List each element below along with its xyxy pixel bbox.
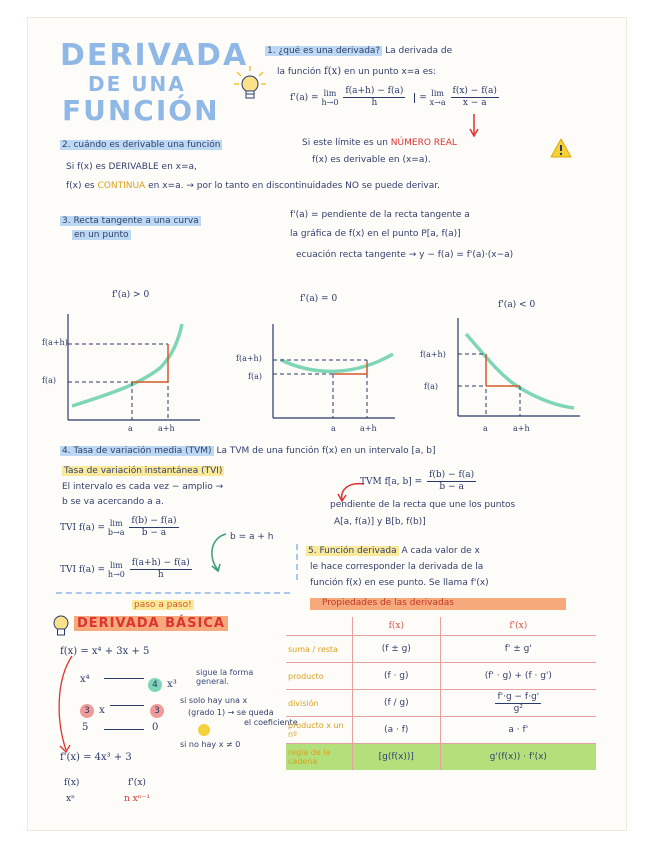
basic-heading: DERIVADA BÁSICA [74,616,228,631]
graph2-label: f'(a) = 0 [300,294,338,304]
prop-df-2-num: f'·g − f·g' [497,691,540,702]
title-line3: FUNCIÓN [62,94,220,127]
col-f-header: f(x) [353,617,441,636]
section2-text4a: f(x) es [66,181,95,191]
row3-left: 5 [82,722,89,733]
section5-bracket [296,544,298,580]
prop-df-2-den: g² [513,703,523,714]
prop-df-1: (f' · g) + (f · g') [440,663,596,690]
tvm-den: b − a [439,482,464,492]
prop-f-3: (a · f) [353,717,441,744]
dashed-divider [56,592,290,594]
row1-arrow [104,678,144,679]
section2-text4b: en x=a. [148,181,184,191]
row1-left: x⁴ [80,674,90,685]
graph3-label: f'(a) < 0 [498,300,536,310]
row3-arrow [104,729,144,730]
slope-text2: A[a, f(a)] y B[b, f(b)] [334,517,426,527]
row2-right: 3 [150,704,164,718]
tvi-den: b − a [141,528,167,538]
section2-text5: por lo tanto en discontinuidades NO se puede derivar. [196,181,441,191]
tvi-lim-sub: b→a [107,527,125,537]
gen-xn: xⁿ [66,794,75,804]
arrow-down-icon [468,114,480,138]
graph-stationary [245,320,405,430]
section2-continua: CONTINUA [97,181,146,191]
section2-heading: 2. cuándo es derivable una función [62,140,221,150]
tvi2-lhs: TVI f(a) = [60,565,106,575]
section4-text1: La TVM de una función f(x) en un intervalo [216,446,409,456]
section3-heading1: 3. Recta tangente a una curva [62,216,199,226]
gen-dfx: f'(x) [128,778,146,788]
prop-name-1: producto [286,663,353,690]
prop-name-2: división [286,690,353,717]
curved-arrow-green-icon [204,524,230,574]
section2-text3: Si f(x) es DERIVABLE en x=a, [66,162,197,172]
lim-sub: h→0 [321,97,339,107]
tvi-lim: lim [109,518,123,528]
row3-note: si no hay x ≠ 0 [180,740,241,749]
tvi2-lim: lim [110,560,123,570]
section1-text2: la función [277,67,322,77]
graph-increasing [40,310,210,440]
basic-fx: f(x) = x⁴ + 3x + 5 [60,646,150,657]
tvi-lhs: TVI f(a) = [60,523,106,533]
numerator-2: f(x) − f(a) [452,86,497,96]
graph1-label: f'(a) > 0 [112,290,150,300]
graph3-xlab2: a+h [513,424,530,433]
tvi-heading: Tasa de variación instantánea (TVI) [64,466,223,476]
slope-text1: pendiente de la recta que une los puntos [330,500,516,510]
row2-coef: 3 [80,704,94,718]
graph-decreasing [440,314,590,428]
lightbulb-icon [232,64,268,104]
graph1-ylab-top: f(a+h) [42,338,68,347]
derivative-definition [290,86,501,109]
gen-fx: f(x) [64,778,80,788]
b-equals: b = a + h [230,532,274,542]
lightbulb-icon-2 [50,612,72,638]
lim-label-2: lim [431,88,444,98]
prop-df-4: g'(f(x)) · f'(x) [440,744,596,771]
row2-note1: si solo hay una x [180,696,248,705]
prop-name-3: producto x un nº [286,717,353,744]
section5-text1: A cada valor de x [401,546,480,556]
graph1-ylab-bot: f(a) [42,376,56,385]
row2-note2: (grado 1) → se queda [188,708,274,717]
graph3-ylab-top: f(a+h) [420,350,446,359]
pasoapaso: paso a paso! [134,600,192,610]
section3-text3: ecuación recta tangente → [296,250,417,260]
warning-icon [550,138,572,158]
section1-text3: en un punto [344,67,399,77]
corner-cell [286,617,353,636]
prop-name-0: suma / resta [286,636,353,663]
section2-text1: Si este límite es un [302,138,388,148]
section2-text2: f(x) es derivable en (x=a). [312,155,431,165]
graph1-xlab1: a [128,424,133,433]
denominator-2: x − a [462,98,487,108]
prop-df-3: a · f' [440,717,596,744]
prop-name-4: regla de la cadena [286,744,353,771]
section3-text2: la gráfica de f(x) en el punto P[a, f(a)] [290,229,461,239]
tvm-lhs: TVM f[a, b] = [360,477,423,487]
graph2-ylab-top: f(a+h) [236,354,262,363]
tvi-num: f(b) − f(a) [131,516,177,526]
section5-text3: función f(x) en ese punto. Se llama f'(x) [310,578,489,588]
yellow-dot [198,724,210,736]
col-df-header: f'(x) [440,617,596,636]
section3-eq: y − f(a) = f'(a)·(x−a) [419,250,514,260]
tvi-text1: El intervalo es cada vez − amplio → [62,482,224,492]
graph3-xlab1: a [483,424,488,433]
row1-right: x³ [167,679,177,690]
graph1-xlab2: a+h [158,424,175,433]
prop-f-4: [g(f(x))] [353,744,441,771]
section5-heading: 5. Función derivada [308,546,397,556]
section4-interval: [a, b] [411,446,436,456]
prop-df-0: f' ± g' [440,636,596,663]
row1-note: sigue la forma general. [196,668,254,686]
prop-f-1: (f · g) [353,663,441,690]
gen-nxn: n xⁿ⁻¹ [124,794,150,804]
row2-left: x [99,705,105,716]
result-arrow-icon [52,650,80,756]
numerator-1: f(a+h) − f(a) [345,86,404,96]
lim-sub-2: x→a [429,97,446,107]
denominator-1: h [371,98,378,108]
section1-text1: La derivada de [385,46,453,56]
formula-lhs: f'(a) = [290,93,319,103]
row1-coef: 4 [148,678,162,692]
section3-heading2: en un punto [74,230,129,240]
tvm-num: f(b) − f(a) [429,470,475,480]
equals-sign: = [414,93,427,103]
title-line1: DERIVADA [60,38,249,73]
row3-right: 0 [152,722,159,733]
graph2-xlab2: a+h [360,424,377,433]
section3-text1: f'(a) = pendiente de la recta tangente a [290,210,470,220]
tvi2-formula [60,558,194,581]
properties-heading: Propiedades de las derivadas [322,598,454,608]
section1-text4: es: [422,67,436,77]
tvi-formula [60,516,181,539]
properties-table [286,617,596,770]
graph2-xlab1: a [331,424,336,433]
basic-result: f'(x) = 4x³ + 3 [60,752,132,763]
graph3-ylab-bot: f(a) [424,382,438,391]
tvi2-lim-sub: h→0 [107,569,125,579]
tvi2-den: h [157,570,164,580]
lim-label: lim [323,88,337,98]
row2-arrow [110,705,144,706]
graph2-ylab-bot: f(a) [248,372,262,381]
tvi-text2: b se va acercando a a. [62,497,164,507]
row2-note3: el coeficiente [244,718,298,727]
section4-heading: 4. Tasa de variación media (TVM) [62,446,212,456]
section2-real: NÚMERO REAL [390,138,457,148]
section5-text2: le hace corresponder la derivada de la [310,562,484,572]
section1-point: x=a [401,67,420,77]
prop-f-0: (f ± g) [353,636,441,663]
tvi2-num: f(a+h) − f(a) [131,558,190,568]
title-line2: DE UNA [88,72,186,96]
prop-f-2: (f / g) [353,690,441,717]
section1-fx: f(x) [324,66,342,77]
section1-heading: 1. ¿qué es una derivada? [267,46,381,56]
tvm-formula [360,470,478,493]
prop-df-2 [440,690,596,717]
